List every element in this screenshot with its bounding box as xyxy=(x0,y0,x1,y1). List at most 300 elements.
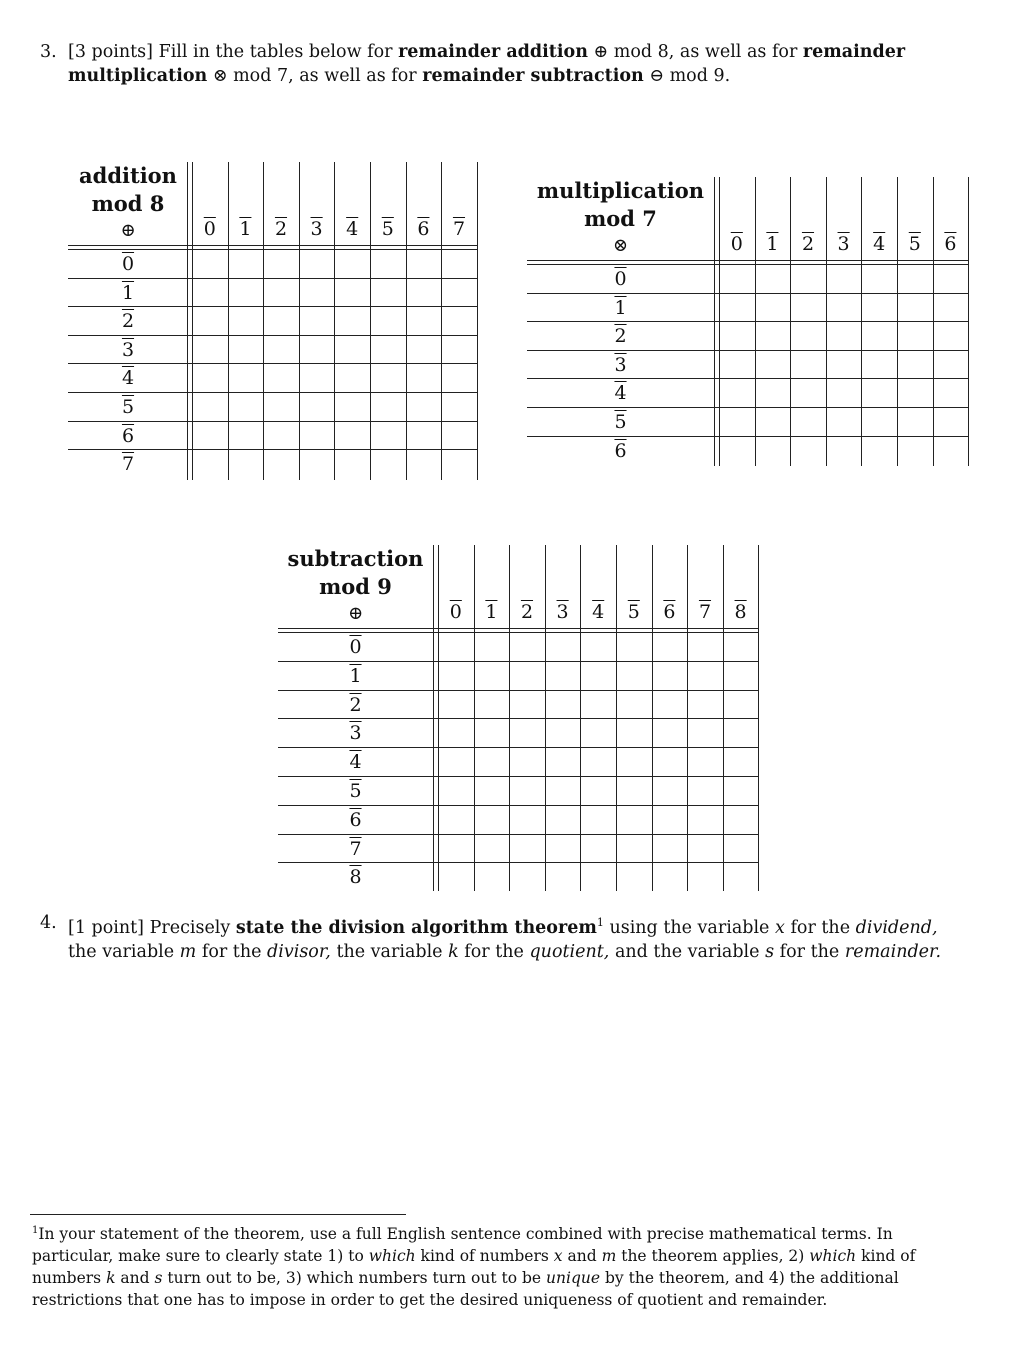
table-cell[interactable] xyxy=(723,862,759,891)
word-quotient: quotient, xyxy=(529,941,610,962)
table-cell[interactable] xyxy=(790,321,826,350)
table-cell[interactable] xyxy=(861,293,897,322)
table-cell[interactable] xyxy=(263,449,299,478)
column-label: 3 xyxy=(837,233,850,255)
table-cell[interactable] xyxy=(790,264,826,293)
table-cell[interactable] xyxy=(719,378,755,407)
problem-3-bold-subtraction: remainder subtraction xyxy=(422,66,644,86)
table-cell[interactable] xyxy=(897,407,933,436)
table-cell[interactable] xyxy=(616,805,652,834)
table-cell[interactable] xyxy=(616,862,652,891)
table-cell[interactable] xyxy=(897,321,933,350)
table-cell[interactable] xyxy=(580,747,616,776)
table-cell[interactable] xyxy=(370,392,406,421)
row-label: 6 xyxy=(121,424,135,447)
table-cell[interactable] xyxy=(438,661,474,690)
table-cell[interactable] xyxy=(334,306,370,335)
table-cell[interactable] xyxy=(861,264,897,293)
table-cell[interactable] xyxy=(406,421,442,450)
column-label: 0 xyxy=(449,601,462,623)
table-cell[interactable] xyxy=(933,436,969,465)
row-label: 0 xyxy=(121,253,135,275)
table-cell[interactable] xyxy=(861,436,897,465)
subtraction-title-line1: subtraction xyxy=(287,546,424,571)
table-cell[interactable] xyxy=(826,264,862,293)
table-cell[interactable] xyxy=(826,378,862,407)
table-cell[interactable] xyxy=(228,421,264,450)
table-cell[interactable] xyxy=(545,776,581,805)
var-m: m xyxy=(179,941,197,962)
table-cell[interactable] xyxy=(687,661,723,690)
row-label: 6 xyxy=(614,439,627,462)
table-cell[interactable] xyxy=(438,690,474,719)
addition-table-title xyxy=(68,162,188,218)
table-cell[interactable] xyxy=(687,862,723,891)
problem-4-text-part: for the xyxy=(779,941,840,962)
table-cell[interactable] xyxy=(723,805,759,834)
table-cell[interactable] xyxy=(616,747,652,776)
table-cell[interactable] xyxy=(580,718,616,747)
table-cell[interactable] xyxy=(652,834,688,863)
column-label: 5 xyxy=(627,601,640,623)
table-cell[interactable] xyxy=(687,632,723,661)
table-cell[interactable] xyxy=(441,335,477,364)
table-cell[interactable] xyxy=(545,862,581,891)
table-cell[interactable] xyxy=(441,249,477,278)
table-cell[interactable] xyxy=(933,321,969,350)
row-label: 3 xyxy=(349,722,362,745)
table-cell[interactable] xyxy=(755,436,791,465)
table-cell[interactable] xyxy=(441,306,477,335)
table-cell[interactable] xyxy=(228,449,264,478)
table-cell[interactable] xyxy=(474,718,510,747)
problem-4-text-part: the variable xyxy=(68,941,175,962)
table-cell[interactable] xyxy=(334,249,370,278)
table-cell[interactable] xyxy=(580,632,616,661)
table-cell[interactable] xyxy=(652,862,688,891)
problem-3-text xyxy=(68,40,970,88)
table-cell[interactable] xyxy=(406,335,442,364)
row-label: 3 xyxy=(121,338,135,361)
row-label: 3 xyxy=(614,353,627,376)
problem-4-text-part: and the variable xyxy=(614,941,760,962)
row-label: 6 xyxy=(349,808,362,831)
table-cell[interactable] xyxy=(299,278,335,307)
problem-4-text-part: using the variable xyxy=(609,917,770,938)
table-cell[interactable] xyxy=(826,436,862,465)
table-cell[interactable] xyxy=(755,321,791,350)
table-cell[interactable] xyxy=(826,293,862,322)
subtraction-title-line2: mod 9 xyxy=(319,574,392,599)
footnote xyxy=(32,1220,970,1311)
table-cell[interactable] xyxy=(580,834,616,863)
column-label: 7 xyxy=(698,601,712,623)
table-cell[interactable] xyxy=(723,718,759,747)
table-cell[interactable] xyxy=(509,747,545,776)
problem-4-number: 4. xyxy=(40,913,57,933)
table-cell[interactable] xyxy=(263,335,299,364)
table-cell[interactable] xyxy=(370,421,406,450)
table-cell[interactable] xyxy=(334,449,370,478)
table-cell[interactable] xyxy=(719,293,755,322)
footnote-italic: which xyxy=(809,1247,857,1266)
table-cell[interactable] xyxy=(299,421,335,450)
table-cell[interactable] xyxy=(334,392,370,421)
table-cell[interactable] xyxy=(370,363,406,392)
table-cell[interactable] xyxy=(370,249,406,278)
table-cell[interactable] xyxy=(719,436,755,465)
table-cell[interactable] xyxy=(719,264,755,293)
table-cell[interactable] xyxy=(406,278,442,307)
table-cell[interactable] xyxy=(580,776,616,805)
table-cell[interactable] xyxy=(580,661,616,690)
table-cell[interactable] xyxy=(652,718,688,747)
table-cell[interactable] xyxy=(897,436,933,465)
table-cell[interactable] xyxy=(438,805,474,834)
table-cell[interactable] xyxy=(509,661,545,690)
table-cell[interactable] xyxy=(334,363,370,392)
table-cell[interactable] xyxy=(545,661,581,690)
footnote-text-part: kind of numbers xyxy=(420,1247,549,1266)
table-cell[interactable] xyxy=(406,363,442,392)
table-cell[interactable] xyxy=(897,293,933,322)
table-cell[interactable] xyxy=(861,321,897,350)
table-cell[interactable] xyxy=(192,335,228,364)
problem-4-text-part: the variable xyxy=(336,941,443,962)
var-s: s xyxy=(765,941,775,962)
table-cell[interactable] xyxy=(723,690,759,719)
table-cell[interactable] xyxy=(228,249,264,278)
var-m: m xyxy=(601,1247,617,1266)
column-label: 2 xyxy=(274,218,288,240)
table-cell[interactable] xyxy=(228,363,264,392)
row-label: 5 xyxy=(349,780,362,802)
table-cell[interactable] xyxy=(299,249,335,278)
table-col-line xyxy=(968,177,969,466)
problem-4-text xyxy=(68,911,970,964)
column-label: 6 xyxy=(663,601,676,623)
footnote-italic: unique xyxy=(546,1269,601,1288)
table-cell[interactable] xyxy=(474,690,510,719)
table-cell[interactable] xyxy=(438,747,474,776)
table-cell[interactable] xyxy=(370,335,406,364)
table-cell[interactable] xyxy=(192,363,228,392)
table-cell[interactable] xyxy=(616,632,652,661)
column-label: 7 xyxy=(452,218,466,240)
row-label: 0 xyxy=(349,636,362,658)
table-cell[interactable] xyxy=(545,718,581,747)
word-dividend: dividend, xyxy=(855,917,938,938)
table-cell[interactable] xyxy=(652,747,688,776)
table-cell[interactable] xyxy=(299,392,335,421)
table-cell[interactable] xyxy=(826,321,862,350)
table-cell[interactable] xyxy=(406,392,442,421)
multiplication-title-line1: multiplication xyxy=(536,178,705,203)
var-k: k xyxy=(106,1269,116,1288)
table-cell[interactable] xyxy=(933,293,969,322)
table-cell[interactable] xyxy=(406,306,442,335)
table-cell[interactable] xyxy=(474,776,510,805)
table-double-hline xyxy=(68,245,477,246)
table-double-hline xyxy=(527,260,968,261)
table-cell[interactable] xyxy=(687,834,723,863)
row-label: 7 xyxy=(121,453,135,476)
table-cell[interactable] xyxy=(616,718,652,747)
table-cell[interactable] xyxy=(228,335,264,364)
table-cell[interactable] xyxy=(474,661,510,690)
table-cell[interactable] xyxy=(192,449,228,478)
column-label: 1 xyxy=(485,601,498,623)
row-label: 2 xyxy=(349,693,362,716)
table-cell[interactable] xyxy=(719,350,755,379)
table-cell[interactable] xyxy=(474,834,510,863)
table-cell[interactable] xyxy=(334,421,370,450)
table-cell[interactable] xyxy=(933,378,969,407)
table-cell[interactable] xyxy=(263,249,299,278)
table-cell[interactable] xyxy=(687,776,723,805)
table-cell[interactable] xyxy=(861,350,897,379)
subtraction-table-title xyxy=(278,545,433,601)
problem-3-text-part: ⊖ mod 9. xyxy=(649,66,731,86)
column-label: 1 xyxy=(239,218,252,240)
table-cell[interactable] xyxy=(545,690,581,719)
table-cell[interactable] xyxy=(474,747,510,776)
row-label: 8 xyxy=(349,866,362,889)
table-cell[interactable] xyxy=(370,278,406,307)
table-cell[interactable] xyxy=(790,350,826,379)
column-label: 5 xyxy=(381,218,394,240)
table-cell[interactable] xyxy=(192,306,228,335)
column-label: 5 xyxy=(908,233,921,255)
table-cell[interactable] xyxy=(438,776,474,805)
footnote-rule xyxy=(30,1214,406,1215)
table-cell[interactable] xyxy=(263,421,299,450)
problem-4-text-part: for the xyxy=(201,941,262,962)
var-x: x xyxy=(553,1247,563,1266)
table-cell[interactable] xyxy=(755,407,791,436)
row-label: 1 xyxy=(121,281,135,304)
table-cell[interactable] xyxy=(897,350,933,379)
row-label: 4 xyxy=(121,367,135,390)
table-cell[interactable] xyxy=(755,378,791,407)
table-double-hline xyxy=(278,628,758,629)
problem-3-text-part: Fill in the tables below for xyxy=(158,42,393,62)
word-remainder: remainder. xyxy=(844,941,942,962)
table-cell[interactable] xyxy=(299,306,335,335)
table-cell[interactable] xyxy=(933,264,969,293)
table-cell[interactable] xyxy=(790,407,826,436)
table-cell[interactable] xyxy=(723,834,759,863)
table-cell[interactable] xyxy=(723,661,759,690)
table-cell[interactable] xyxy=(263,278,299,307)
table-cell[interactable] xyxy=(370,449,406,478)
table-cell[interactable] xyxy=(826,350,862,379)
table-cell[interactable] xyxy=(509,862,545,891)
table-cell[interactable] xyxy=(299,363,335,392)
table-cell[interactable] xyxy=(933,350,969,379)
table-cell[interactable] xyxy=(334,335,370,364)
footnote-text-part: the theorem applies, 2) xyxy=(621,1247,805,1266)
problem-3-text-part: ⊕ mod 8, as well as for xyxy=(593,42,798,62)
column-label: 4 xyxy=(346,218,359,240)
column-label: 0 xyxy=(203,218,216,240)
row-label: 1 xyxy=(349,664,362,687)
table-col-line xyxy=(758,545,759,891)
table-cell[interactable] xyxy=(580,690,616,719)
column-label: 6 xyxy=(944,233,957,255)
table-cell[interactable] xyxy=(509,805,545,834)
multiplication-table-title xyxy=(527,177,714,233)
table-cell[interactable] xyxy=(790,293,826,322)
footnote-italic: which xyxy=(368,1247,416,1266)
table-cell[interactable] xyxy=(687,690,723,719)
column-label: 4 xyxy=(592,601,605,623)
column-label: 3 xyxy=(556,601,569,623)
table-cell[interactable] xyxy=(438,834,474,863)
word-divisor: divisor, xyxy=(267,941,331,962)
table-cell[interactable] xyxy=(861,378,897,407)
table-cell[interactable] xyxy=(652,805,688,834)
problem-4-points: [1 point] xyxy=(68,917,144,938)
table-col-line xyxy=(477,162,478,480)
row-label: 7 xyxy=(349,837,362,860)
problem-3-text-part: ⊗ mod 7, as well as for xyxy=(212,66,417,86)
table-cell[interactable] xyxy=(616,661,652,690)
column-label: 3 xyxy=(310,218,323,240)
table-cell[interactable] xyxy=(192,421,228,450)
table-cell[interactable] xyxy=(616,834,652,863)
table-cell[interactable] xyxy=(723,632,759,661)
problem-3-points: [3 points] xyxy=(68,42,153,62)
table-cell[interactable] xyxy=(441,421,477,450)
problem-3-bold-addition: remainder addition xyxy=(398,42,588,62)
column-label: 2 xyxy=(801,233,815,255)
table-cell[interactable] xyxy=(438,718,474,747)
table-cell[interactable] xyxy=(370,306,406,335)
multiplication-title-line2: mod 7 xyxy=(584,206,657,231)
table-cell[interactable] xyxy=(192,392,228,421)
table-cell[interactable] xyxy=(406,449,442,478)
problem-4 xyxy=(40,911,970,964)
table-cell[interactable] xyxy=(438,862,474,891)
table-cell[interactable] xyxy=(545,834,581,863)
table-cell[interactable] xyxy=(687,747,723,776)
table-cell[interactable] xyxy=(545,632,581,661)
footnote-text-part: kind of numbers xyxy=(32,1247,916,1288)
table-cell[interactable] xyxy=(755,350,791,379)
table-cell[interactable] xyxy=(441,278,477,307)
var-k: k xyxy=(448,941,459,962)
row-label: 5 xyxy=(121,396,135,418)
table-cell[interactable] xyxy=(228,306,264,335)
table-cell[interactable] xyxy=(192,278,228,307)
ominus-symbol: ⊕ xyxy=(347,603,364,624)
table-cell[interactable] xyxy=(441,449,477,478)
column-label: 8 xyxy=(734,601,747,623)
table-cell[interactable] xyxy=(897,378,933,407)
table-cell[interactable] xyxy=(723,747,759,776)
table-cell[interactable] xyxy=(509,690,545,719)
table-cell[interactable] xyxy=(474,632,510,661)
table-cell[interactable] xyxy=(509,834,545,863)
table-cell[interactable] xyxy=(406,249,442,278)
table-cell[interactable] xyxy=(545,805,581,834)
table-cell[interactable] xyxy=(263,392,299,421)
table-cell[interactable] xyxy=(509,718,545,747)
table-cell[interactable] xyxy=(263,306,299,335)
table-cell[interactable] xyxy=(790,378,826,407)
table-cell[interactable] xyxy=(826,407,862,436)
table-cell[interactable] xyxy=(580,805,616,834)
table-cell[interactable] xyxy=(228,392,264,421)
table-cell[interactable] xyxy=(441,392,477,421)
table-cell[interactable] xyxy=(334,278,370,307)
table-cell[interactable] xyxy=(652,690,688,719)
table-cell[interactable] xyxy=(652,632,688,661)
row-label: 4 xyxy=(349,751,362,774)
footnote-ref: 1 xyxy=(596,916,604,929)
table-cell[interactable] xyxy=(441,363,477,392)
table-cell[interactable] xyxy=(299,335,335,364)
table-cell[interactable] xyxy=(755,264,791,293)
table-cell[interactable] xyxy=(474,862,510,891)
table-cell[interactable] xyxy=(616,776,652,805)
footnote-text-part: turn out to be, 3) which numbers turn out to be xyxy=(167,1269,542,1288)
table-cell[interactable] xyxy=(299,449,335,478)
row-label: 1 xyxy=(614,296,627,319)
row-label: 0 xyxy=(614,268,627,290)
table-cell[interactable] xyxy=(723,776,759,805)
table-cell[interactable] xyxy=(545,747,581,776)
table-cell[interactable] xyxy=(687,805,723,834)
footnote-text-part: by the theorem, and 4) the additional restrictions that one has to impose in order to get the desired uniqueness of quotient and remainder. xyxy=(32,1269,899,1310)
table-cell[interactable] xyxy=(616,690,652,719)
table-cell[interactable] xyxy=(719,407,755,436)
footnote-text-part: and xyxy=(567,1247,597,1266)
problem-4-bold-theorem: state the division algorithm theorem xyxy=(235,917,597,938)
addition-title-line2: mod 8 xyxy=(91,191,165,216)
addition-title-line1: addition xyxy=(79,163,177,188)
table-cell[interactable] xyxy=(580,862,616,891)
table-cell[interactable] xyxy=(438,632,474,661)
table-cell[interactable] xyxy=(652,661,688,690)
table-cell[interactable] xyxy=(861,407,897,436)
var-x: x xyxy=(775,917,785,938)
table-cell[interactable] xyxy=(228,278,264,307)
problem-3-number: 3. xyxy=(40,42,57,62)
row-label: 5 xyxy=(614,411,627,433)
table-cell[interactable] xyxy=(192,249,228,278)
table-cell[interactable] xyxy=(719,321,755,350)
table-cell[interactable] xyxy=(474,805,510,834)
row-label: 2 xyxy=(121,310,135,333)
problem-3-bold-multiplication: remainder multiplication xyxy=(68,42,906,86)
column-label: 0 xyxy=(730,233,743,255)
table-cell[interactable] xyxy=(509,776,545,805)
table-cell[interactable] xyxy=(933,407,969,436)
table-cell[interactable] xyxy=(755,293,791,322)
table-cell[interactable] xyxy=(652,776,688,805)
table-cell[interactable] xyxy=(687,718,723,747)
column-label: 1 xyxy=(766,233,779,255)
table-cell[interactable] xyxy=(790,436,826,465)
table-cell[interactable] xyxy=(509,632,545,661)
var-s: s xyxy=(154,1269,163,1288)
column-label: 2 xyxy=(520,601,534,623)
table-cell[interactable] xyxy=(897,264,933,293)
problem-3 xyxy=(40,40,970,88)
table-cell[interactable] xyxy=(263,363,299,392)
